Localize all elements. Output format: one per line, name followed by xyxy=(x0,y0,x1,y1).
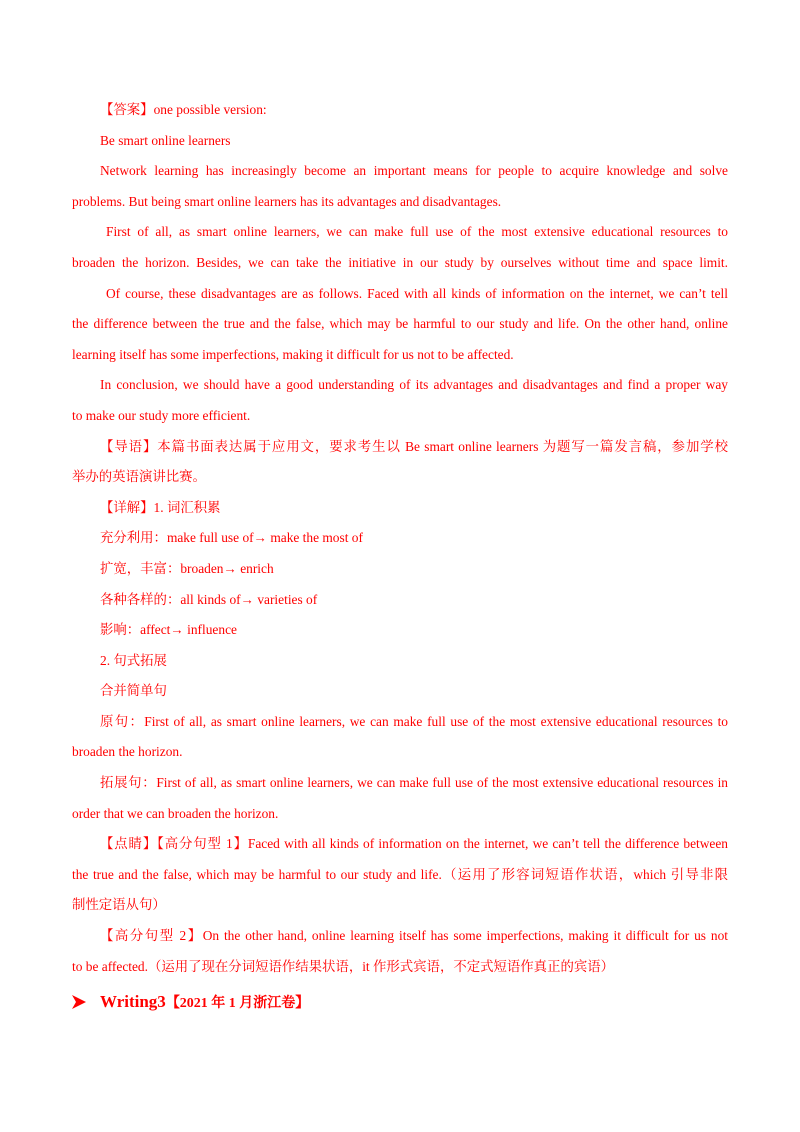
detail-label: 【详解】1. 词汇积累 xyxy=(100,499,221,515)
original-sentence-line-2: broaden the horizon. xyxy=(72,744,183,760)
essay-title: Be smart online learners xyxy=(100,132,231,148)
vocab-item: 各种各样的：all kinds of→ varieties of xyxy=(100,591,318,607)
essay-line-9: to make our study more efficient. xyxy=(72,407,251,423)
essay-line-5: Of course, these disadvantages are as follows. Faced with all kinds of information on the internet, we can’t tell xyxy=(106,285,728,301)
vocab-item: 扩宽，丰富：broaden→ enrich xyxy=(100,560,274,576)
answer-intro-text: one possible version: xyxy=(153,102,267,117)
answer-intro xyxy=(72,95,728,126)
next-section-heading xyxy=(72,992,309,1012)
heading-source: 【2021 年 1 月浙江卷】 xyxy=(165,996,310,1011)
essay-line-4: broaden the horizon. Besides, we can take the initiative in our study by ourselves without time and space limit. xyxy=(72,254,728,270)
expanded-sentence-line-2: order that we can broaden the horizon. xyxy=(72,805,279,821)
vocab-item: 充分利用：make full use of→ make the most of xyxy=(100,530,363,546)
highlight-1-line-2: the true and the false, which may be harmful to our study and life.（运用了形容词短语作状语，which 引导非限 xyxy=(72,866,728,882)
essay-line-7: learning itself has some imperfections, making it difficult for us not to be affected. xyxy=(72,346,514,362)
essay-line-6: the difference between the true and the false, which may be harmful to our study and life. On the other hand, online xyxy=(72,316,728,332)
heading-title: Writing3 xyxy=(100,992,166,1011)
document-body xyxy=(72,95,728,982)
vocab-item: 影响：affect→ influence xyxy=(100,622,237,638)
highlight-1-line-3: 制性定语从句） xyxy=(72,897,166,913)
essay-line-2: problems. But being smart online learners has its advantages and disadvantages. xyxy=(72,193,502,209)
answer-label: 【答案】 xyxy=(100,102,154,117)
guide-line-1: 【导语】本篇书面表达属于应用文，要求考生以 Be smart online learners 为题写一篇发言稿，参加学校 xyxy=(100,438,728,454)
section-2-heading: 2. 句式拓展 xyxy=(100,652,167,668)
essay-line-1: Network learning has increasingly become an important means for people to acquire knowledge and solve xyxy=(100,163,728,179)
essay-line-3: First of all, as smart online learners, we can make full use of the most extensive educational resources to xyxy=(106,224,728,240)
arrow-icon xyxy=(72,995,86,1009)
highlight-1-line-1: 【点睛】【高分句型 1】Faced with all kinds of information on the internet, we can’t tell the difference between xyxy=(100,836,728,852)
guide-line-2: 举办的英语演讲比赛。 xyxy=(72,469,206,485)
original-sentence-line-1: 原句：First of all, as smart online learners, we can make full use of the most extensive educational resources to xyxy=(100,713,728,729)
expanded-sentence-line-1: 拓展句：First of all, as smart online learners, we can make full use of the most extensive educational resources in xyxy=(100,775,728,791)
highlight-2-line-1: 【高分句型 2】On the other hand, online learning itself has some imperfections, making it difficult for us not xyxy=(100,928,728,944)
highlight-2-line-2: to be affected.（运用了现在分词短语作结果状语，it 作形式宾语，不定式短语作真正的宾语） xyxy=(72,958,615,974)
section-2-subheading: 合并简单句 xyxy=(100,683,167,699)
essay-line-8: In conclusion, we should have a good understanding of its advantages and disadvantages and find a proper way xyxy=(100,377,728,393)
